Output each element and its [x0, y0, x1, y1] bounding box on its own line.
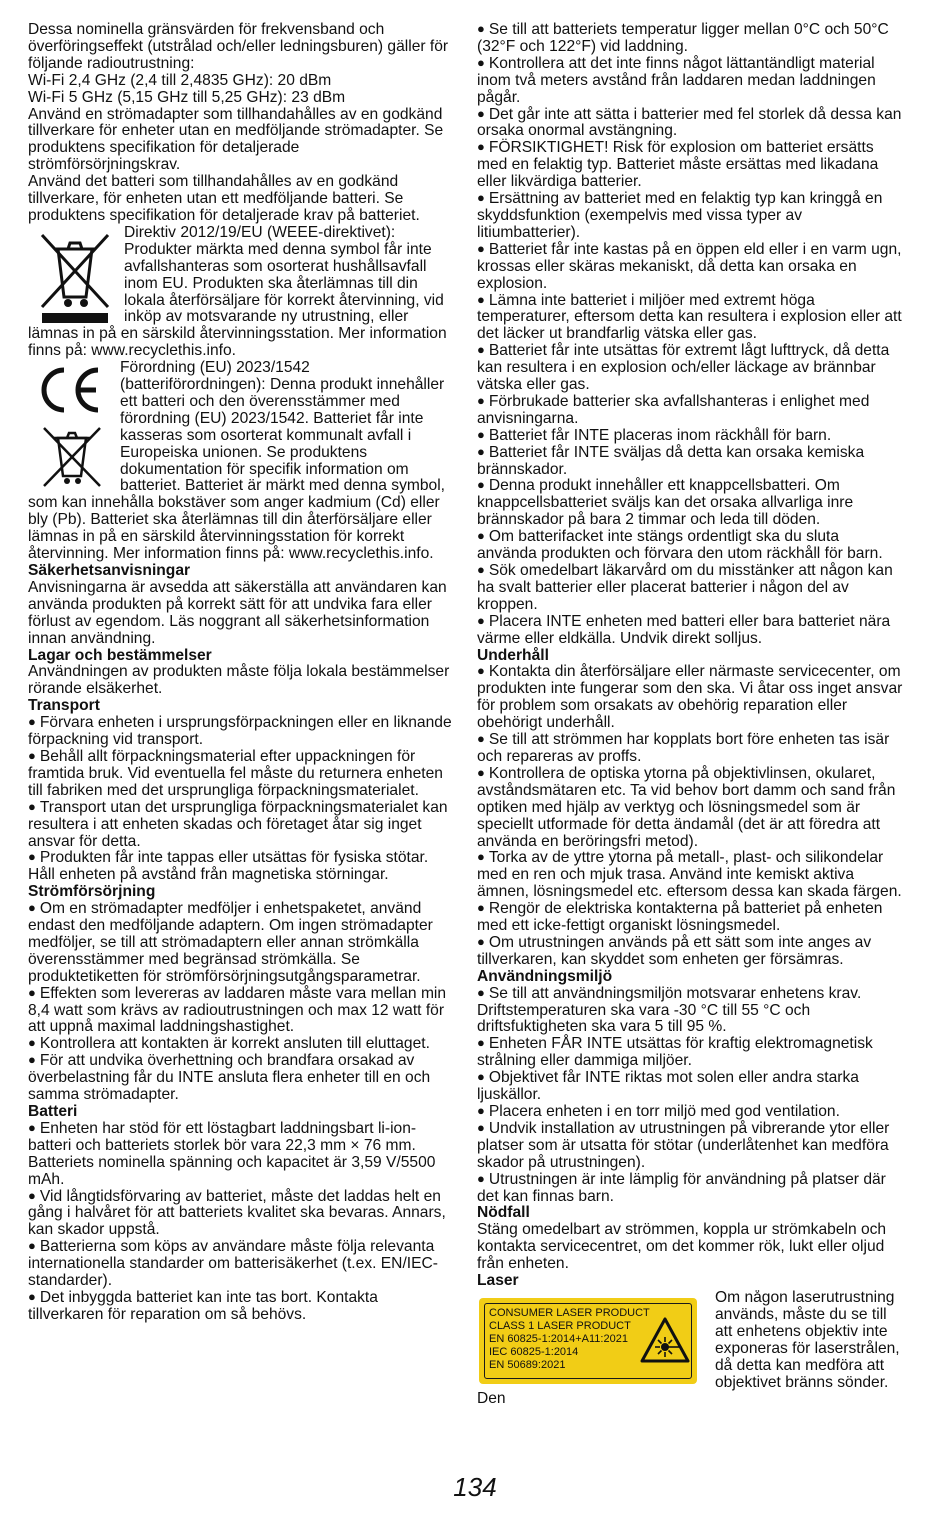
list-item: ● Kontrollera att det inte finns något lättantändligt material inom två meters avstånd från laddaren medan laddningen pågår. [477, 56, 903, 107]
laser-section [477, 1290, 903, 1408]
laser-label-line: CLASS 1 LASER PRODUCT [489, 1319, 631, 1332]
list-item: ● Enheten FÅR INTE utsättas för kraftig elektromagnetisk strålning eller dammiga miljöer. [477, 1036, 903, 1070]
laser-label-line: EN 50689:2021 [489, 1358, 566, 1371]
list-item: ● Placera enheten i en torr miljö med god ventilation. [477, 1104, 903, 1121]
battery-heading: Batteri [28, 1103, 78, 1120]
left-column [28, 22, 452, 1324]
page-number: 134 [453, 1472, 497, 1502]
list-item: ● Placera INTE enheten med batteri eller bara batteriet nära värme eller eldkälla. Undvik direkt solljus. [477, 614, 903, 648]
safety-text: Anvisningarna är avsedda att säkerställa att användaren kan använda produkten på korrekt sätt för att undvika fara eller förlust av egendom. Läs noggrant all säkerhetsinformation innan användning. [28, 578, 447, 647]
list-item: ● Torka av de yttre ytorna på metall-, plast- och silikondelar med en ren och mjuk trasa. Använd inte kemiskt aktiva ämnen, lösningsmedel etc. eftersom dessa kan skada färgen. [477, 850, 903, 901]
wifi-24-line: Wi-Fi 2,4 GHz (2,4 till 2,4835 GHz): 20 dBm [28, 71, 332, 89]
environment-heading: Användningsmiljö [477, 967, 613, 985]
intro-paragraph: Dessa nominella gränsvärden för frekvensband och överföringseffekt (utstrålad och/eller ledningsburen) gäller för följande radioutrustning: [28, 21, 449, 72]
ce-mark-icon [34, 364, 104, 416]
crossed-bin-small-icon [36, 424, 108, 490]
list-item: ● Batteriet får inte utsättas för extremt lågt lufttryck, då detta kan resultera i en explosion och/eller läckage av brännbar vätska eller gas. [477, 343, 903, 394]
battery-regulation-text: Förordning (EU) 2023/1542 (batteriförordningen): Denna produkt innehåller ett batteri och den överensstämmer med förordning (EU) 2023/1542. Batteriet får inte kasseras som osorterat kommunalt avfall i Europeiska unionen. Se produktens dokumentation för specifik information om batteriet. Batteriet är märkt med denna symbol, som kan innehålla bokstäver som anger kadmium (Cd) eller bly (Pb). Batteriet ska återlämnas till din återförsäljare eller lämnas in på en särskild återvinningsstation för korrekt återvinning. Mer information finns på: www.recyclethis.info. [28, 360, 446, 563]
list-item: ● Batteriet får INTE sväljas då detta kan orsaka kemiska brännskador. [477, 445, 903, 479]
laser-label-line: IEC 60825-1:2014 [489, 1345, 579, 1358]
list-item: ● Kontrollera de optiska ytorna på objektivlinsen, okularet, avståndsmätaren etc. Ta vid behov bort damm och sand från optiken med hjälp av verktyg och lösningsmedel som är speciellt utformade för detta ändamål (det är att föredra att använda en beröringsfri metod). [477, 766, 903, 851]
list-item: ● Batterierna som köps av användare måste följa relevanta internationella standarder om batterisäkerhet (t.ex. EN/IEC-standarder). [28, 1239, 452, 1290]
list-item: ● Kontrollera att kontakten är korrekt ansluten till eluttaget. [28, 1036, 452, 1053]
list-item: ● Se till att batteriets temperatur ligger mellan 0°C och 50°C (32°F och 122°F) vid laddning. [477, 22, 903, 56]
list-item: ● För att undvika överhettning och brandfara orsakad av överbelastning får du INTE ansluta flera enheter till en och samma strömadapter. [28, 1053, 452, 1104]
weee-text: Direktiv 2012/19/EU (WEEE-direktivet): Produkter märkta med denna symbol får inte avfallshanteras som osorterat hushållsavfall inom EU. Produkten ska återlämnas till din lokala återförsäljare för korrekt återvinning, vid inköp av motsvarande ny utrustning, eller lämnas in på en särskild återvinningsstation. Mer information finns på: www.recyclethis.info. [28, 224, 447, 360]
adapter-paragraph: Använd en strömadapter som tillhandahålles av en godkänd tillverkare för enheter utan en medföljande strömadapter. Se produktens specifikation för detaljerade strömförsörjningskrav. [28, 105, 444, 174]
list-item: ● Om en strömadapter medföljer i enhetspaketet, använd endast den medföljande adaptern. Om ingen strömadapter medföljer, se till att strömadaptern eller annan strömkälla överensstämmer med begränsad strömkälla. Se produktetiketten för strömförsörjningsutgångsparametrar. [28, 901, 452, 986]
list-item: ● Behåll allt förpackningsmaterial efter uppackningen för framtida bruk. Vid eventuella fel måste du returnera enheten till fabriken med det ursprungliga förpackningsmaterialet. [28, 749, 452, 800]
list-item: ● Se till att användningsmiljön motsvarar enhetens krav. Driftstemperaturen ska vara -30 °C till 55 °C och driftsfuktigheten ska vara 5 till 95 %. [477, 986, 903, 1037]
laser-heading: Laser [477, 1272, 519, 1290]
list-item: ● Enheten har stöd för ett löstagbart laddningsbart li-ion-batteri och batteriets storlek bör vara 22,3 mm × 76 mm. Batteriets nominella spänning och kapacitet är 3,59 V/5500 mAh. [28, 1121, 452, 1189]
list-item: ● Det inbyggda batteriet kan inte tas bort. Kontakta tillverkaren för reparation om så behövs. [28, 1290, 452, 1324]
list-item: ● Effekten som levereras av laddaren måste vara mellan min 8,4 watt som krävs av radioutrustningen och max 12 watt för att uppnå maximal laddningshastighet. [28, 986, 452, 1037]
list-item: ● Ersättning av batteriet med en felaktig typ kan kringgå en skyddsfunktion (exempelvis med vissa typer av litiumbatterier). [477, 191, 903, 242]
wifi-5-line: Wi-Fi 5 GHz (5,15 GHz till 5,25 GHz): 23 dBm [28, 88, 346, 106]
list-item: ● Lämna inte batteriet i miljöer med extremt höga temperaturer, eftersom detta kan resultera i explosion eller att det läcker ut brandfarlig vätska eller gas. [477, 293, 903, 344]
right-column [477, 22, 903, 1408]
list-item: ● Undvik installation av utrustningen på vibrerande ytor eller platser som är utsatta för stötar (underlåtenhet kan medföra skador på utrustningen). [477, 1121, 903, 1172]
list-item: ● Det går inte att sätta i batterier med fel storlek då dessa kan orsaka onormal avstängning. [477, 107, 903, 141]
list-item: ● Vid långtidsförvaring av batteriet, måste det laddas helt en gång i halvåret för att batteriets kvalitet ska bevaras. Annars, kan skador uppstå. [28, 1189, 452, 1240]
list-item: ● Sök omedelbart läkarvård om du misstänker att någon kan ha svalt batterier eller placerat batterier i någon del av kroppen. [477, 563, 903, 614]
laser-text: Om någon laserutrustning används, måste du se till att enhetens objektiv inte exponeras för laserstrålen, då detta kan medföra att objektivet bränns sönder. Den [477, 1289, 900, 1408]
list-item: ● Kontakta din återförsäljare eller närmaste servicecenter, om produkten inte fungerar som den ska. Vi åtar oss inget ansvar för problem som orsakats av obehörig reparation eller obehörigt underhåll. [477, 664, 903, 732]
emergency-heading: Nödfall [477, 1204, 530, 1222]
maintenance-heading: Underhåll [477, 646, 549, 664]
emergency-text: Stäng omedelbart av strömmen, koppla ur strömkabeln och kontakta servicecentret, om det kommer rök, lukt eller oljud från enheten. [477, 1221, 887, 1273]
laser-class-label [479, 1298, 697, 1384]
crossed-bin-icon [28, 227, 124, 323]
transport-heading: Transport [28, 697, 100, 715]
laser-label-line: EN 60825-1:2014+A11:2021 [489, 1332, 628, 1345]
laser-warning-icon [639, 1316, 691, 1364]
list-item: ● Förbrukade batterier ska avfallshanteras i enlighet med anvisningarna. [477, 394, 903, 428]
battery-supplier-paragraph: Använd det batteri som tillhandahålles av en godkänd tillverkare, för enheten utan ett medföljande batteri. Se produktens specifikation för detaljerade krav på batteriet. [28, 173, 420, 224]
list-item: ● Om utrustningen används på ett sätt som inte anges av tillverkaren, kan skyddet som enheten ger försämras. [477, 935, 903, 969]
laser-label-line: CONSUMER LASER PRODUCT [489, 1306, 650, 1319]
list-item: ● Förvara enheten i ursprungsförpackningen eller en liknande förpackning vid transport. [28, 715, 452, 749]
list-item: ● Batteriet får INTE placeras inom räckhåll för barn. [477, 428, 903, 445]
list-item: ● FÖRSIKTIGHET! Risk för explosion om batteriet ersätts med en felaktig typ. Batteriet måste ersättas med likadana eller likvärdiga batterier. [477, 140, 903, 191]
list-item: ● Transport utan det ursprungliga förpackningsmaterialet kan resultera i att enheten skadas och företaget åtar sig inget ansvar för detta. [28, 800, 452, 851]
power-heading: Strömförsörjning [28, 883, 156, 901]
list-item: ● Rengör de elektriska kontakterna på batteriet på enheten med ett icke-fettigt organiskt lösningsmedel. [477, 901, 903, 935]
laws-heading: Lagar och bestämmelser [28, 646, 212, 664]
regulation-symbols [28, 364, 120, 490]
laws-text: Användningen av produkten måste följa lokala bestämmelser rörande elsäkerhet. [28, 663, 450, 698]
list-item: ● Objektivet får INTE riktas mot solen eller andra starka ljuskällor. [477, 1070, 903, 1104]
weee-section [28, 225, 452, 360]
list-item: ● Utrustningen är inte lämplig för användning på platser där det kan finnas barn. [477, 1172, 903, 1206]
list-item: ● Se till att strömmen har kopplats bort före enheten tas isär och repareras av proffs. [477, 732, 903, 766]
list-item: ● Batteriet får inte kastas på en öppen eld eller i en varm ugn, krossas eller skäras mekaniskt, då detta kan orsaka en explosion. [477, 242, 903, 293]
list-item: ● Produkten får inte tappas eller utsättas för fysiska stötar. Håll enheten på avstånd från magnetiska störningar. [28, 850, 452, 884]
safety-heading: Säkerhetsanvisningar [28, 562, 191, 579]
list-item: ● Om batterifacket inte stängs ordentligt ska du sluta använda produkten och förvara den utom räckhåll för barn. [477, 529, 903, 563]
list-item: ● Denna produkt innehåller ett knappcellsbatteri. Om knappcellsbatteriet sväljs kan det orsaka allvarliga inre brännskador på bara 2 timmar och leda till döden. [477, 478, 903, 529]
battery-regulation-section [28, 360, 452, 563]
